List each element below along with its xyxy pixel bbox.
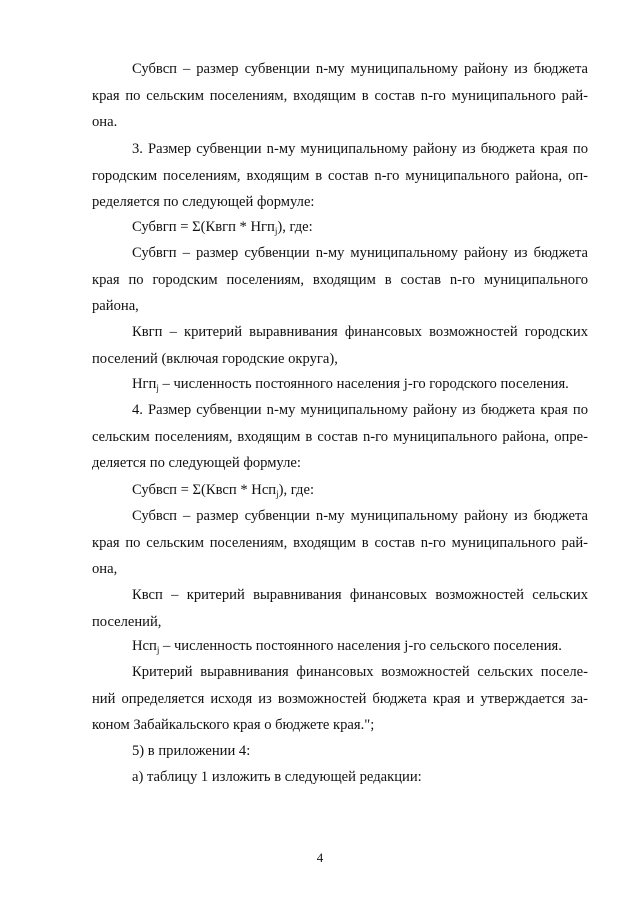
page-number: 4 [316, 850, 324, 865]
text-line: Субвсп – размер субвенции n-му муниципальному району из бюджета [132, 61, 588, 77]
subscript: j [156, 645, 160, 655]
formula-subscript: j [276, 489, 279, 499]
formula-rural [92, 477, 588, 504]
text-line: поселений (включая городские округа), [92, 350, 338, 367]
text-line: она. [92, 114, 118, 130]
text-line: края по городским поселениям, входящим в состав n-го муниципального [92, 271, 588, 288]
text-line: ределяется по следующей формуле: [92, 194, 315, 210]
formula-subscript: j [274, 226, 278, 236]
formula-text: Субвгп = Σ(Квгп * Нгп [132, 219, 275, 235]
subscript: j [156, 383, 159, 393]
paragraph-kvgp-definition [92, 319, 588, 372]
text-line: Квгп – критерий выравнивания финансовых возможностей городских [132, 324, 588, 340]
text-line: ний определяется исходя из возможностей бюджета края и утверждается за- [92, 690, 588, 707]
text-line: коном Забайкальского края о бюджете края."; [92, 717, 375, 733]
text-line: сельским поселениям, входящим в состав n-го муниципального района, опре- [92, 428, 588, 445]
text-line: деляется по следующей формуле: [92, 455, 301, 471]
paragraph-table-1 [92, 764, 588, 791]
formula-urban [92, 214, 588, 241]
text-line: а) таблицу 1 изложить в следующей редакции: [132, 769, 422, 785]
text-fragment: – численность постоянного населения j-го сельского поселения. [159, 638, 562, 654]
paragraph-item-4 [92, 397, 588, 477]
formula-text: ), где: [277, 219, 313, 235]
text-line: 5) в приложении 4: [132, 743, 251, 759]
text-line: городским поселениям, входящим в состав n-го муниципального района, оп- [92, 167, 588, 184]
paragraph-ngp-definition [92, 371, 588, 398]
paragraph-subvsp-definition-2 [92, 503, 588, 583]
formula-text: ), где: [278, 482, 315, 498]
text-fragment: – численность постоянного населения j-го городского поселения. [158, 376, 569, 392]
text-line: Субвсп – размер субвенции n-му муниципальному району из бюджета [132, 508, 588, 524]
paragraph-criterion [92, 659, 588, 739]
paragraph-item-3 [92, 136, 588, 216]
formula-text: Субвсп = Σ(Квсп * Нсп [132, 482, 277, 498]
paragraph-kvsp-definition [92, 582, 588, 635]
text-line: она, [92, 561, 118, 577]
text-line: 4. Размер субвенции n-му муниципальному району из бюджета края по [132, 402, 588, 418]
text-fragment: Нсп [132, 638, 157, 654]
paragraph-appendix-4 [92, 738, 588, 765]
paragraph-subvgp-definition [92, 240, 588, 320]
paragraph-nsp-definition [92, 633, 588, 660]
text-line: 3. Размер субвенции n-му муниципальному району из бюджета края по [132, 141, 588, 157]
text-line: края по сельским поселениям, входящим в состав n-го муниципального рай- [92, 534, 588, 551]
text-line: Критерий выравнивания финансовых возможностей сельских поселе- [132, 664, 588, 680]
text-line: Субвгп – размер субвенции n-му муниципальному району из бюджета [132, 245, 588, 261]
text-line: района, [92, 298, 139, 314]
paragraph-subvsp-definition [92, 56, 588, 136]
text-line: поселений, [92, 613, 162, 630]
text-line: Квсп – критерий выравнивания финансовых возможностей сельских [132, 587, 588, 603]
text-fragment: Нгп [132, 376, 157, 392]
text-line: края по сельским поселениям, входящим в состав n-го муниципального рай- [92, 87, 588, 104]
